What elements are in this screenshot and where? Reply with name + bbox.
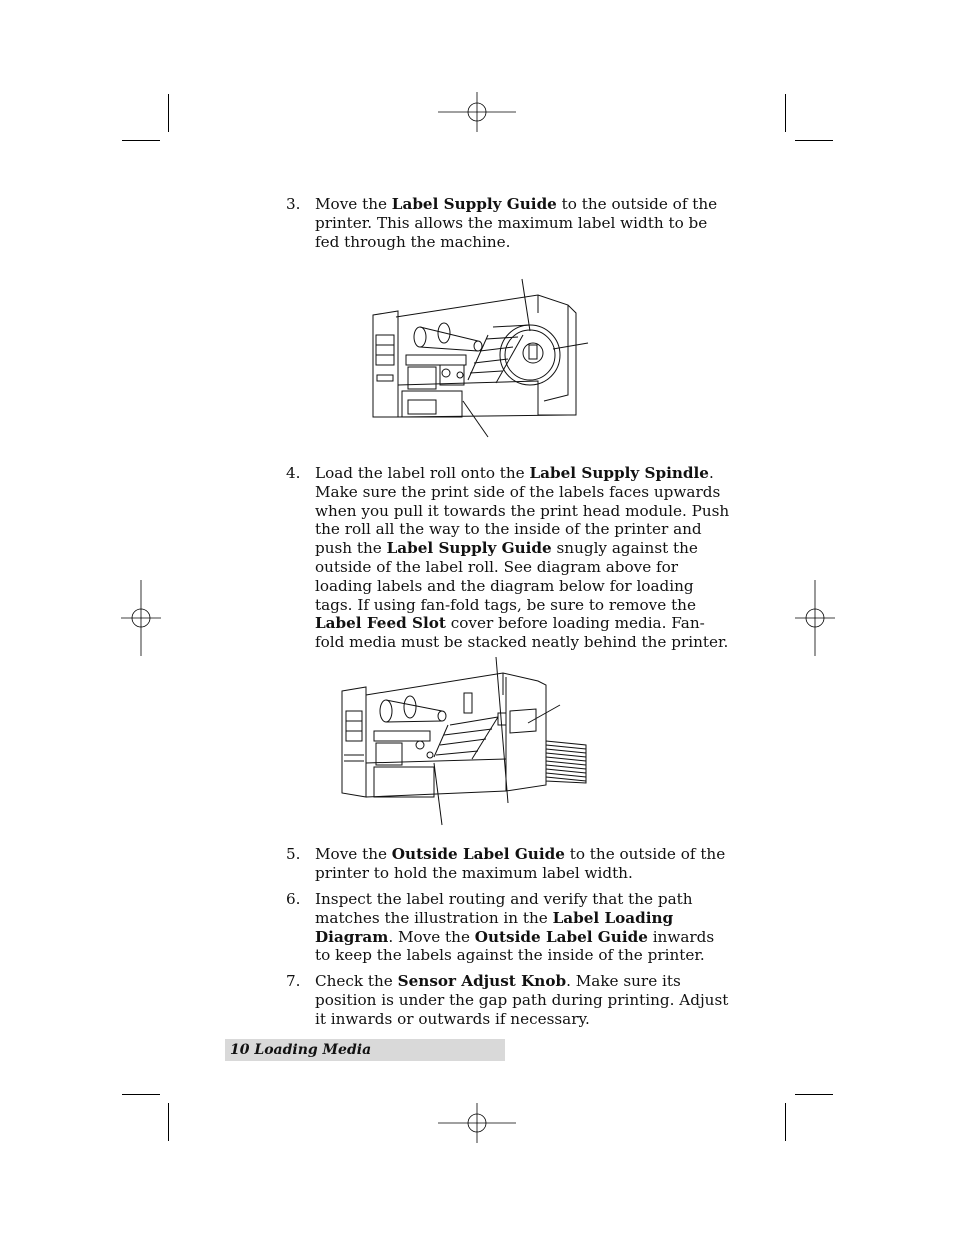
text-run: Inspect the label routing and verify that the path matches the illustration in the (315, 890, 693, 927)
step-number: 5. (286, 845, 301, 863)
step-6 (286, 890, 731, 965)
step-number: 7. (286, 972, 301, 990)
step-number: 6. (286, 890, 301, 908)
page-footer: 10 Loading Media (225, 1039, 505, 1061)
text-run: snugly against the outside of the label roll. See diagram above for loading labels and the diagram below for loading tags. If using fan-fold tags, be sure to remove the (315, 539, 698, 614)
bold-term: Label Feed Slot (315, 614, 446, 633)
bold-term: Sensor Adjust Knob (397, 972, 567, 990)
registration-mark-icon (121, 580, 161, 656)
bold-term: Outside Label Guide (391, 845, 565, 863)
text-run: Move the (315, 845, 392, 863)
crop-mark (168, 1103, 169, 1141)
crop-mark (785, 94, 786, 132)
bold-term: Label Supply Spindle (529, 464, 709, 482)
bold-term: Label Supply Guide (391, 195, 557, 213)
bold-term: Label Supply Guide (386, 539, 552, 558)
registration-mark-icon (438, 92, 516, 132)
step-4 (286, 464, 731, 652)
label-roll-loading-illustration (368, 275, 590, 440)
crop-mark (168, 94, 169, 132)
text-run: inwards to keep the labels against the inside of the printer. (315, 927, 715, 965)
step-number: 4. (286, 464, 301, 482)
text-run: . Make sure the print side of the labels faces upwards when you pull it towards the print head module. Push the roll all the way to the inside of the printer and push the (315, 464, 730, 558)
step-7 (286, 972, 731, 1028)
registration-mark-icon (438, 1103, 516, 1143)
crop-mark (795, 140, 833, 141)
bold-term: Outside Label Guide (474, 927, 648, 946)
text-run: Check the (315, 972, 398, 990)
step-text (315, 845, 731, 883)
step-3 (286, 195, 731, 251)
crop-mark (122, 140, 160, 141)
crop-mark (785, 1103, 786, 1141)
step-text (315, 464, 731, 652)
fanfold-tag-loading-illustration (338, 655, 598, 827)
crop-mark (122, 1094, 160, 1095)
crop-mark (795, 1094, 833, 1095)
bold-term: Label Loading Diagram (315, 908, 674, 946)
step-text (315, 972, 731, 1028)
text-run: to the outside of the printer to hold the maximum label width. (315, 845, 726, 882)
step-number: 3. (286, 195, 301, 213)
text-run: Move the (315, 195, 392, 213)
registration-mark-icon (795, 580, 835, 656)
text-run: . Move the (388, 927, 475, 946)
text-run: Load the label roll onto the (315, 464, 530, 482)
text-run: cover before loading media. Fan-fold media must be stacked neatly behind the printer. (315, 614, 729, 652)
step-5 (286, 845, 731, 883)
step-text (315, 195, 731, 251)
step-text (315, 890, 731, 965)
text-run: . Make sure its position is under the gap path during printing. Adjust it inwards or outwards if necessary. (315, 972, 729, 1028)
text-run: to the outside of the printer. This allows the maximum label width to be fed through the machine. (315, 195, 718, 251)
